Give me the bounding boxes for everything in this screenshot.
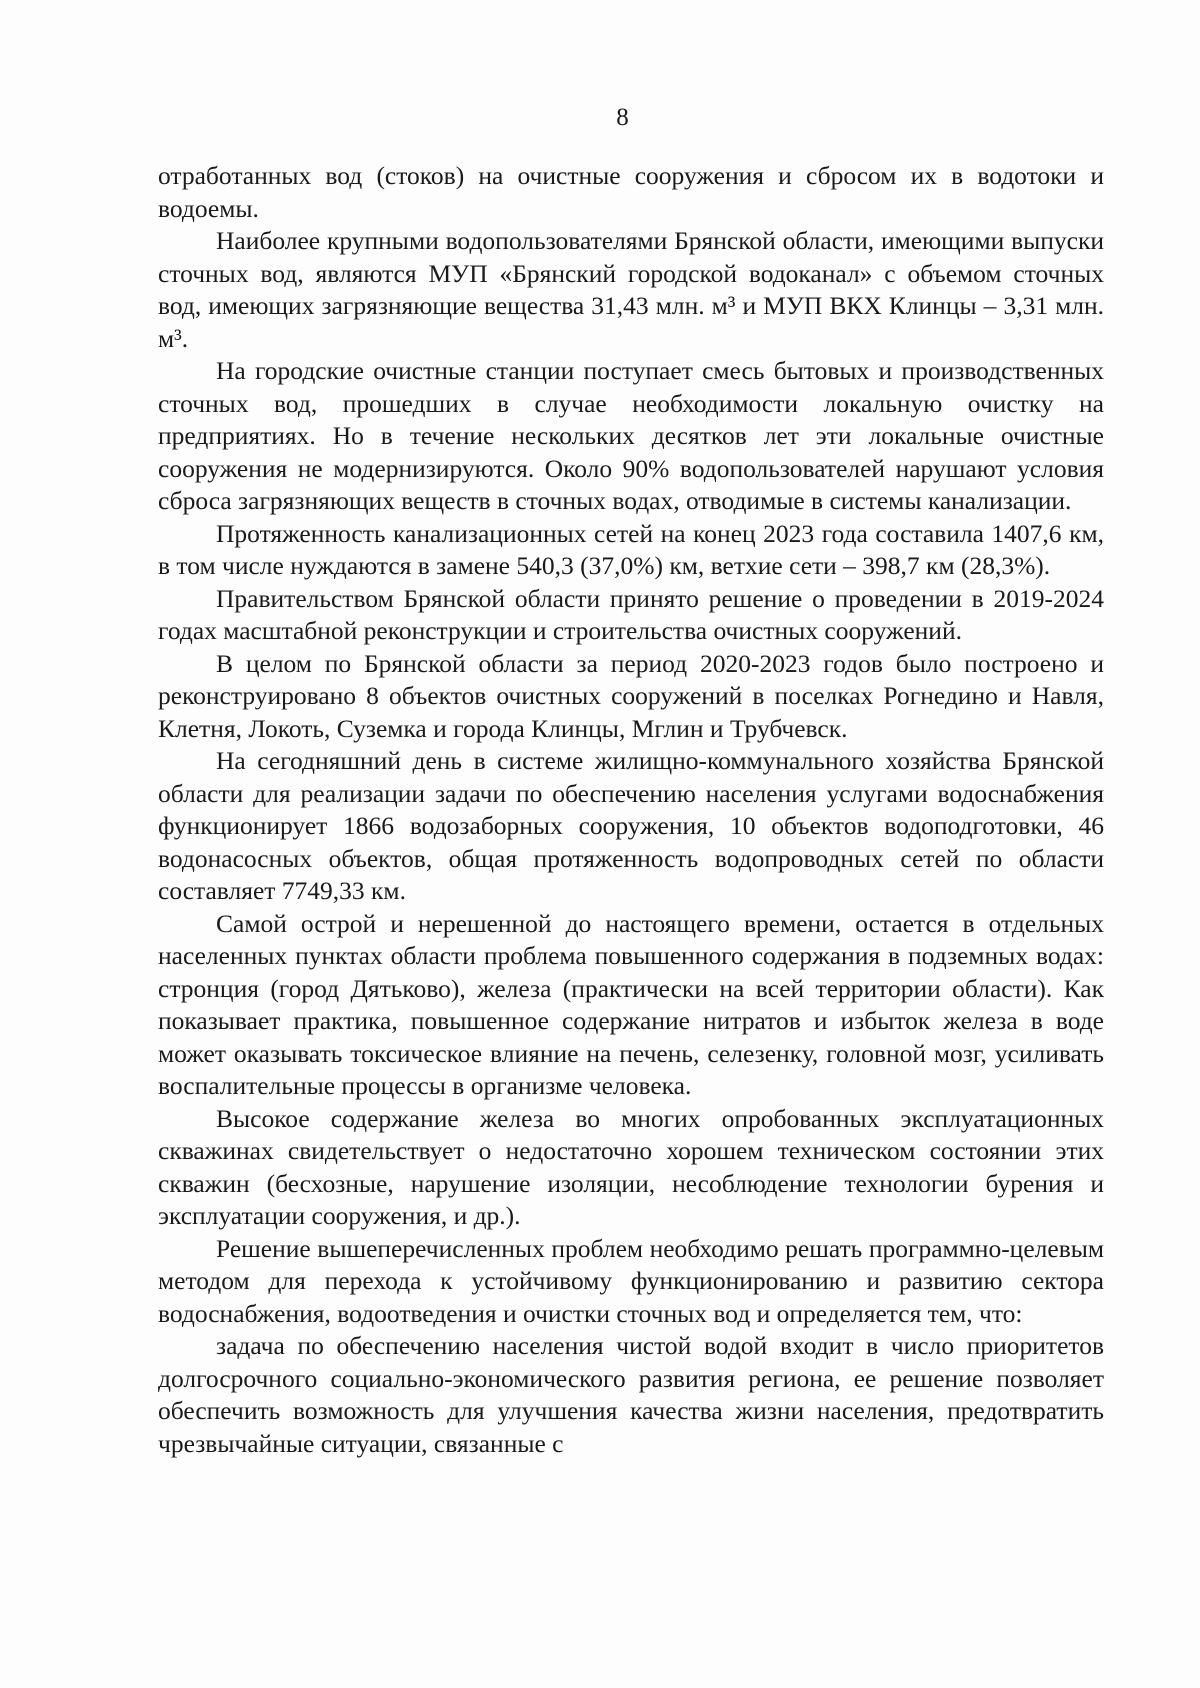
paragraph-7: На сегодняшний день в системе жилищно-коммунального хозяйства Брянской области для реализации задачи по обеспечению населения услугами водоснабжения функционирует 1866 водозаборных сооружения, 10 объектов водоподготовки, 46 водонасосных объектов, общая протяженность водопроводных сетей по области составляет 7749,33 км.: [158, 746, 1104, 905]
paragraph-9: Высокое содержание железа во многих опробованных эксплуатационных скважинах свидетельствует о недостаточно хорошем техническом состоянии этих скважин (бесхозные, нарушение изоляции, несоблюдение технологии бурения и эксплуатации сооружения, и др.).: [158, 1103, 1104, 1230]
paragraph-10: Решение вышеперечисленных проблем необходимо решать программно-целевым методом для перехода к устойчивому функционированию и развитию сектора водоснабжения, водоотведения и очистки сточных вод и определяется тем, что:: [158, 1233, 1104, 1328]
paragraph-5: Правительством Брянской области принято решение о проведении в 2019-2024 годах масштабной реконструкции и строительства очистных сооружений.: [158, 583, 1104, 645]
page-number: 8: [616, 104, 629, 131]
paragraph-3: На городские очистные станции поступает смесь бытовых и производственных сточных вод, прошедших в случае необходимости локальную очистку на предприятиях. Но в течение нескольких десятков лет эти локальные очистные сооружения не модернизируются. Около 90% водопользователей нарушают условия сброса загрязняющих веществ в сточных водах, отводимые в системы канализации.: [158, 356, 1104, 515]
paragraph-6: В целом по Брянской области за период 2020-2023 годов было построено и реконструировано 8 объектов очистных сооружений в поселках Рогнедино и Навля, Клетня, Локоть, Суземка и города Клинцы, Мглин и Трубчевск.: [158, 648, 1104, 743]
paragraph-11: задача по обеспечению населения чистой водой входит в число приоритетов долгосрочного социально-экономического развития региона, ее решение позволяет обеспечить возможность для улучшения качества жизни населения, предотвратить чрезвычайные ситуации, связанные с: [158, 1331, 1104, 1458]
document-body: [158, 160, 1104, 1460]
paragraph-4: Протяженность канализационных сетей на конец 2023 года составила 1407,6 км, в том числе нуждаются в замене 540,3 (37,0%) км, ветхие сети – 398,7 км (28,3%).: [158, 518, 1104, 580]
paragraph-2: Наиболее крупными водопользователями Брянской области, имеющими выпуски сточных вод, являются МУП «Брянский городской водоканал» с объемом сточных вод, имеющих загрязняющие вещества 31,43 млн. м³ и МУП ВКХ Клинцы – 3,31 млн. м³.: [158, 226, 1104, 353]
paragraph-1: отработанных вод (стоков) на очистные сооружения и сбросом их в водотоки и водоемы.: [158, 161, 1104, 223]
paragraph-8: Самой острой и нерешенной до настоящего времени, остается в отдельных населенных пунктах области проблема повышенного содержания в подземных водах: стронция (город Дятьково), железа (практически на всей территории области). Как показывает практика, повышенное содержание нитратов и избыток железа в воде может оказывать токсическое влияние на печень, селезенку, головной мозг, усиливать воспалительные процессы в организме человека.: [158, 908, 1104, 1100]
